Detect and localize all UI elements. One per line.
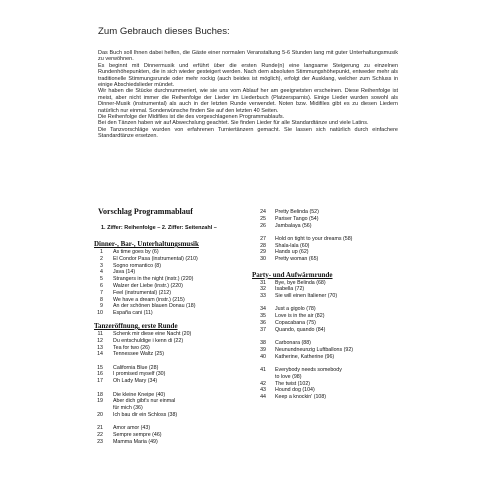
intro-paragraph: Das Buch soll Ihnen dabei helfen, die Gäste einer normalen Veranstaltung 5-6 Stunden lang mit guter Unterhaltungsmusik zu verwöhnen.: [98, 50, 398, 63]
entry-number: 23: [97, 438, 103, 445]
entry-title: Du entschuldige i kenn di (22): [113, 337, 184, 344]
entry-number: 43: [260, 387, 266, 394]
entry-number: 20: [97, 411, 103, 418]
program-entry: [252, 320, 402, 327]
entry-title: Pariser Tango (54): [275, 215, 319, 222]
entry-title: Isabella (72): [275, 286, 305, 293]
program-entry: [94, 263, 234, 270]
entry-title: California Blue (28): [113, 364, 159, 371]
entry-title: Mamma Maria (49): [113, 438, 158, 445]
entry-title: Die kleine Kneipe (40): [113, 391, 166, 398]
entry-title: We have a dream (instr.) (215): [113, 296, 185, 303]
entry-number: 32: [260, 286, 266, 293]
program-entry: [94, 338, 234, 345]
entry-title: Carbonara (88): [275, 340, 311, 347]
numbering-legend: 1. Ziffer: Reihenfolge – 2. Ziffer: Seitenzahl –: [101, 225, 217, 231]
program-entry: [252, 313, 402, 320]
intro-paragraph: Wir haben die Stücke durchnummeriert, wie sie uns vom Ablauf her am geeignetsten erscheinen. Diese Reihenfolge ist meist, aber nicht immer die Reihenfolge der Lieder im Liederbuch (Platzersparnis). Einige Lieder wurden sowohl als Dinner-Musik (instrumental) als auch in der letzten Runde verwendet. Noten bzw. Midifiles gibt es zu diesen Liedern natürlich nur einmal. Sonderwünsche finden Sie auf den letzten 40 Seiten.: [98, 88, 398, 114]
entry-title: Tea for two (26): [113, 344, 150, 351]
program-entry: [252, 243, 402, 250]
page-title: Zum Gebrauch dieses Buches:: [98, 26, 230, 37]
entry-number: 30: [260, 256, 266, 263]
program-entry: [252, 256, 402, 263]
entry-number: 33: [260, 293, 266, 300]
entry-number: 29: [260, 249, 266, 256]
entry-number: 44: [260, 394, 266, 401]
program-entry: [94, 405, 234, 412]
entry-number: 12: [97, 337, 103, 344]
program-entry: [252, 387, 402, 394]
entry-title: to love (98): [275, 373, 302, 380]
program-entry: [252, 394, 402, 401]
entry-title: Java (14): [113, 269, 136, 276]
entry-title: Schenk mir diese eine Nacht (20): [113, 330, 192, 337]
program-entry: [94, 303, 234, 310]
entry-title: Oh Lady Mary (34): [113, 378, 158, 385]
entry-title: Love is in the air (82): [275, 313, 325, 320]
program-entry: [252, 354, 402, 361]
entry-title: Hold on tight to your dreams (58): [275, 235, 353, 242]
entry-title: Sogno romantico (8): [113, 262, 161, 269]
entry-title: Quando, quando (84): [275, 326, 326, 333]
entry-title: Sempre sempre (46): [113, 432, 162, 439]
entry-number: [252, 374, 266, 381]
entry-title: Bye, bye Belinda (68): [275, 279, 326, 286]
entry-number: 27: [260, 235, 266, 242]
program-entry: [94, 269, 234, 276]
program-entry: [94, 378, 234, 385]
entry-number: 36: [260, 320, 266, 327]
program-entry: [252, 280, 402, 287]
section-title-dinner: Dinner-, Bar-, Unterhaltungsmusik: [94, 240, 199, 248]
entry-number: 9: [100, 303, 103, 310]
entry-number: 5: [100, 276, 103, 283]
program-entry: [94, 290, 234, 297]
program-entry: [94, 365, 234, 372]
entry-number: 26: [260, 222, 266, 229]
intro-paragraph: Es beginnt mit Dinnermusik und erführt über die ersten Runde(n) eine langsame Steigerung zu einzelnen Rundenhöhepunkten, die in sich wieder gesteigert werden. Nach dem absoluten Stimmungshöhepunkt, entweder mehr als traditionelle Stimmungsrunde oder mehr rockig (auch beides ist möglich), erfolgt der Ausklang, welcher zum Schluss in einige Abschiedslieder mündet.: [98, 62, 398, 89]
entry-title: Strangers in the night (instr.) (220): [113, 276, 194, 283]
program-entry: [94, 276, 234, 283]
entry-number: 18: [97, 391, 103, 398]
entry-title: Pretty Belinda (52): [275, 209, 319, 215]
program-entry: [252, 367, 402, 374]
entry-number: 35: [260, 313, 266, 320]
entry-title: Just a gigolo (78): [275, 306, 316, 313]
entry-title: The twist (102): [275, 380, 311, 387]
entry-number: 21: [97, 425, 103, 432]
entry-number: 13: [97, 344, 103, 351]
entry-number: 37: [260, 326, 266, 333]
program-entry: [94, 432, 234, 439]
entry-number: 22: [97, 432, 103, 439]
entry-title: Keep a knockin' (108): [275, 394, 327, 401]
program-entry: [252, 236, 402, 243]
program-entry: [94, 345, 234, 352]
program-entry: [94, 439, 234, 446]
intro-text: [98, 50, 398, 140]
entry-title: Tennessee Waltz (25): [113, 351, 165, 358]
entry-title: Shala-lala (60): [275, 242, 310, 249]
entry-number: 38: [260, 340, 266, 347]
entry-title: Walzer der Liebe (instr.) (220): [113, 282, 183, 289]
entry-number: 1: [100, 249, 103, 255]
entry-number: 25: [260, 215, 266, 222]
program-entry: [94, 425, 234, 432]
program-entry: [252, 223, 402, 230]
entry-number: 19: [97, 398, 103, 405]
entry-title: Hands up (62): [275, 249, 309, 256]
entry-title: für mich (36): [113, 405, 143, 412]
entry-title: Feel (instrumental) (212): [113, 289, 171, 296]
program-entry: [94, 371, 234, 378]
entry-number: 7: [100, 289, 103, 296]
entry-title: Katherine, Katherine (96): [275, 353, 335, 360]
entry-number: 2: [100, 255, 103, 262]
entry-number: 39: [260, 346, 266, 353]
program-entry: [252, 327, 402, 334]
entry-title: Hound dog (104): [275, 387, 315, 394]
entry-title: An der schönen blauen Donau (18): [113, 303, 196, 310]
dinner-list: [94, 249, 234, 317]
entry-number: 40: [260, 353, 266, 360]
entry-number: 15: [97, 364, 103, 371]
entry-title: Jambalaya (56): [275, 222, 312, 229]
entry-number: 42: [260, 380, 266, 387]
intro-paragraph: Die Reihenfolge der Midifiles ist die des vorgeschlagenen Programmablaufs.: [98, 114, 285, 121]
entry-number: 17: [97, 378, 103, 385]
entry-number: 31: [260, 279, 266, 286]
entry-title: Amor amor (43): [113, 425, 151, 432]
program-entry: [94, 398, 234, 405]
left-column: [94, 239, 234, 446]
intro-paragraph: Bei den Tänzen haben wir auf Abwechslung geachtet. Sie finden Lieder für alle Standardtänze und viele Latins.: [98, 120, 369, 127]
program-entry: [252, 286, 402, 293]
entry-title: El Condor Pasa (instrumental) (210): [113, 255, 198, 262]
program-entry: [252, 347, 402, 354]
program-entry: [94, 283, 234, 290]
program-entry: [94, 351, 234, 358]
entry-title: As time goes by (6): [113, 249, 159, 255]
program-entry: [94, 297, 234, 304]
entry-title: Aber dich gibt's nur einmal: [113, 398, 176, 405]
intro-paragraph: Die Tanzvorschläge wurden von erfahrenen Turniertänzern gemacht. Sie lassen sich natürlich durch einfachere Standardtänze ersetzen.: [98, 126, 398, 140]
entry-number: 4: [100, 269, 103, 276]
entry-number: 8: [100, 296, 103, 303]
program-entry: [94, 331, 234, 338]
tanz-list: [94, 331, 234, 446]
program-entry: [252, 374, 402, 381]
entry-number: [94, 405, 103, 412]
program-heading: Vorschlag Programmablauf: [98, 207, 193, 216]
program-entry: [252, 209, 402, 216]
program-entry: [252, 306, 402, 313]
entry-number: 34: [260, 306, 266, 313]
entry-number: 24: [260, 209, 266, 215]
program-entry: [252, 293, 402, 300]
section-title-party: Party- und Aufwärmrunde: [252, 270, 333, 279]
program-entry: [94, 392, 234, 399]
program-entry: [252, 381, 402, 388]
entry-title: I promised myself (30): [113, 371, 166, 378]
entry-number: 6: [100, 282, 103, 289]
entry-number: 14: [97, 351, 103, 358]
party-list: [252, 280, 402, 401]
entry-number: 28: [260, 242, 266, 249]
program-entry: [94, 256, 234, 263]
right-column: [252, 209, 402, 401]
program-entry: [94, 249, 234, 256]
entry-title: Sie will einen Italiener (70): [275, 293, 338, 300]
program-entry: [94, 412, 234, 419]
entry-number: 3: [100, 262, 103, 269]
entry-title: España cani (11): [113, 310, 153, 317]
entry-number: 41: [260, 367, 266, 374]
program-entry: [252, 340, 402, 347]
entry-title: Ich bau dir ein Schloss (38): [113, 411, 178, 418]
right-top-list: [252, 209, 402, 263]
entry-title: Everybody needs somebody: [275, 367, 342, 374]
program-entry: [94, 310, 234, 317]
entry-number: 10: [97, 310, 103, 317]
program-entry: [252, 249, 402, 256]
entry-number: 16: [97, 371, 103, 378]
entry-number: 11: [97, 330, 103, 337]
section-title-tanz: Tanzeröffnung, erste Runde: [94, 321, 178, 330]
program-entry: [252, 216, 402, 223]
entry-title: Copacabana (75): [275, 320, 316, 327]
entry-title: Neunundneunzig Luftballons (92): [275, 346, 354, 353]
entry-title: Pretty woman (65): [275, 256, 319, 263]
